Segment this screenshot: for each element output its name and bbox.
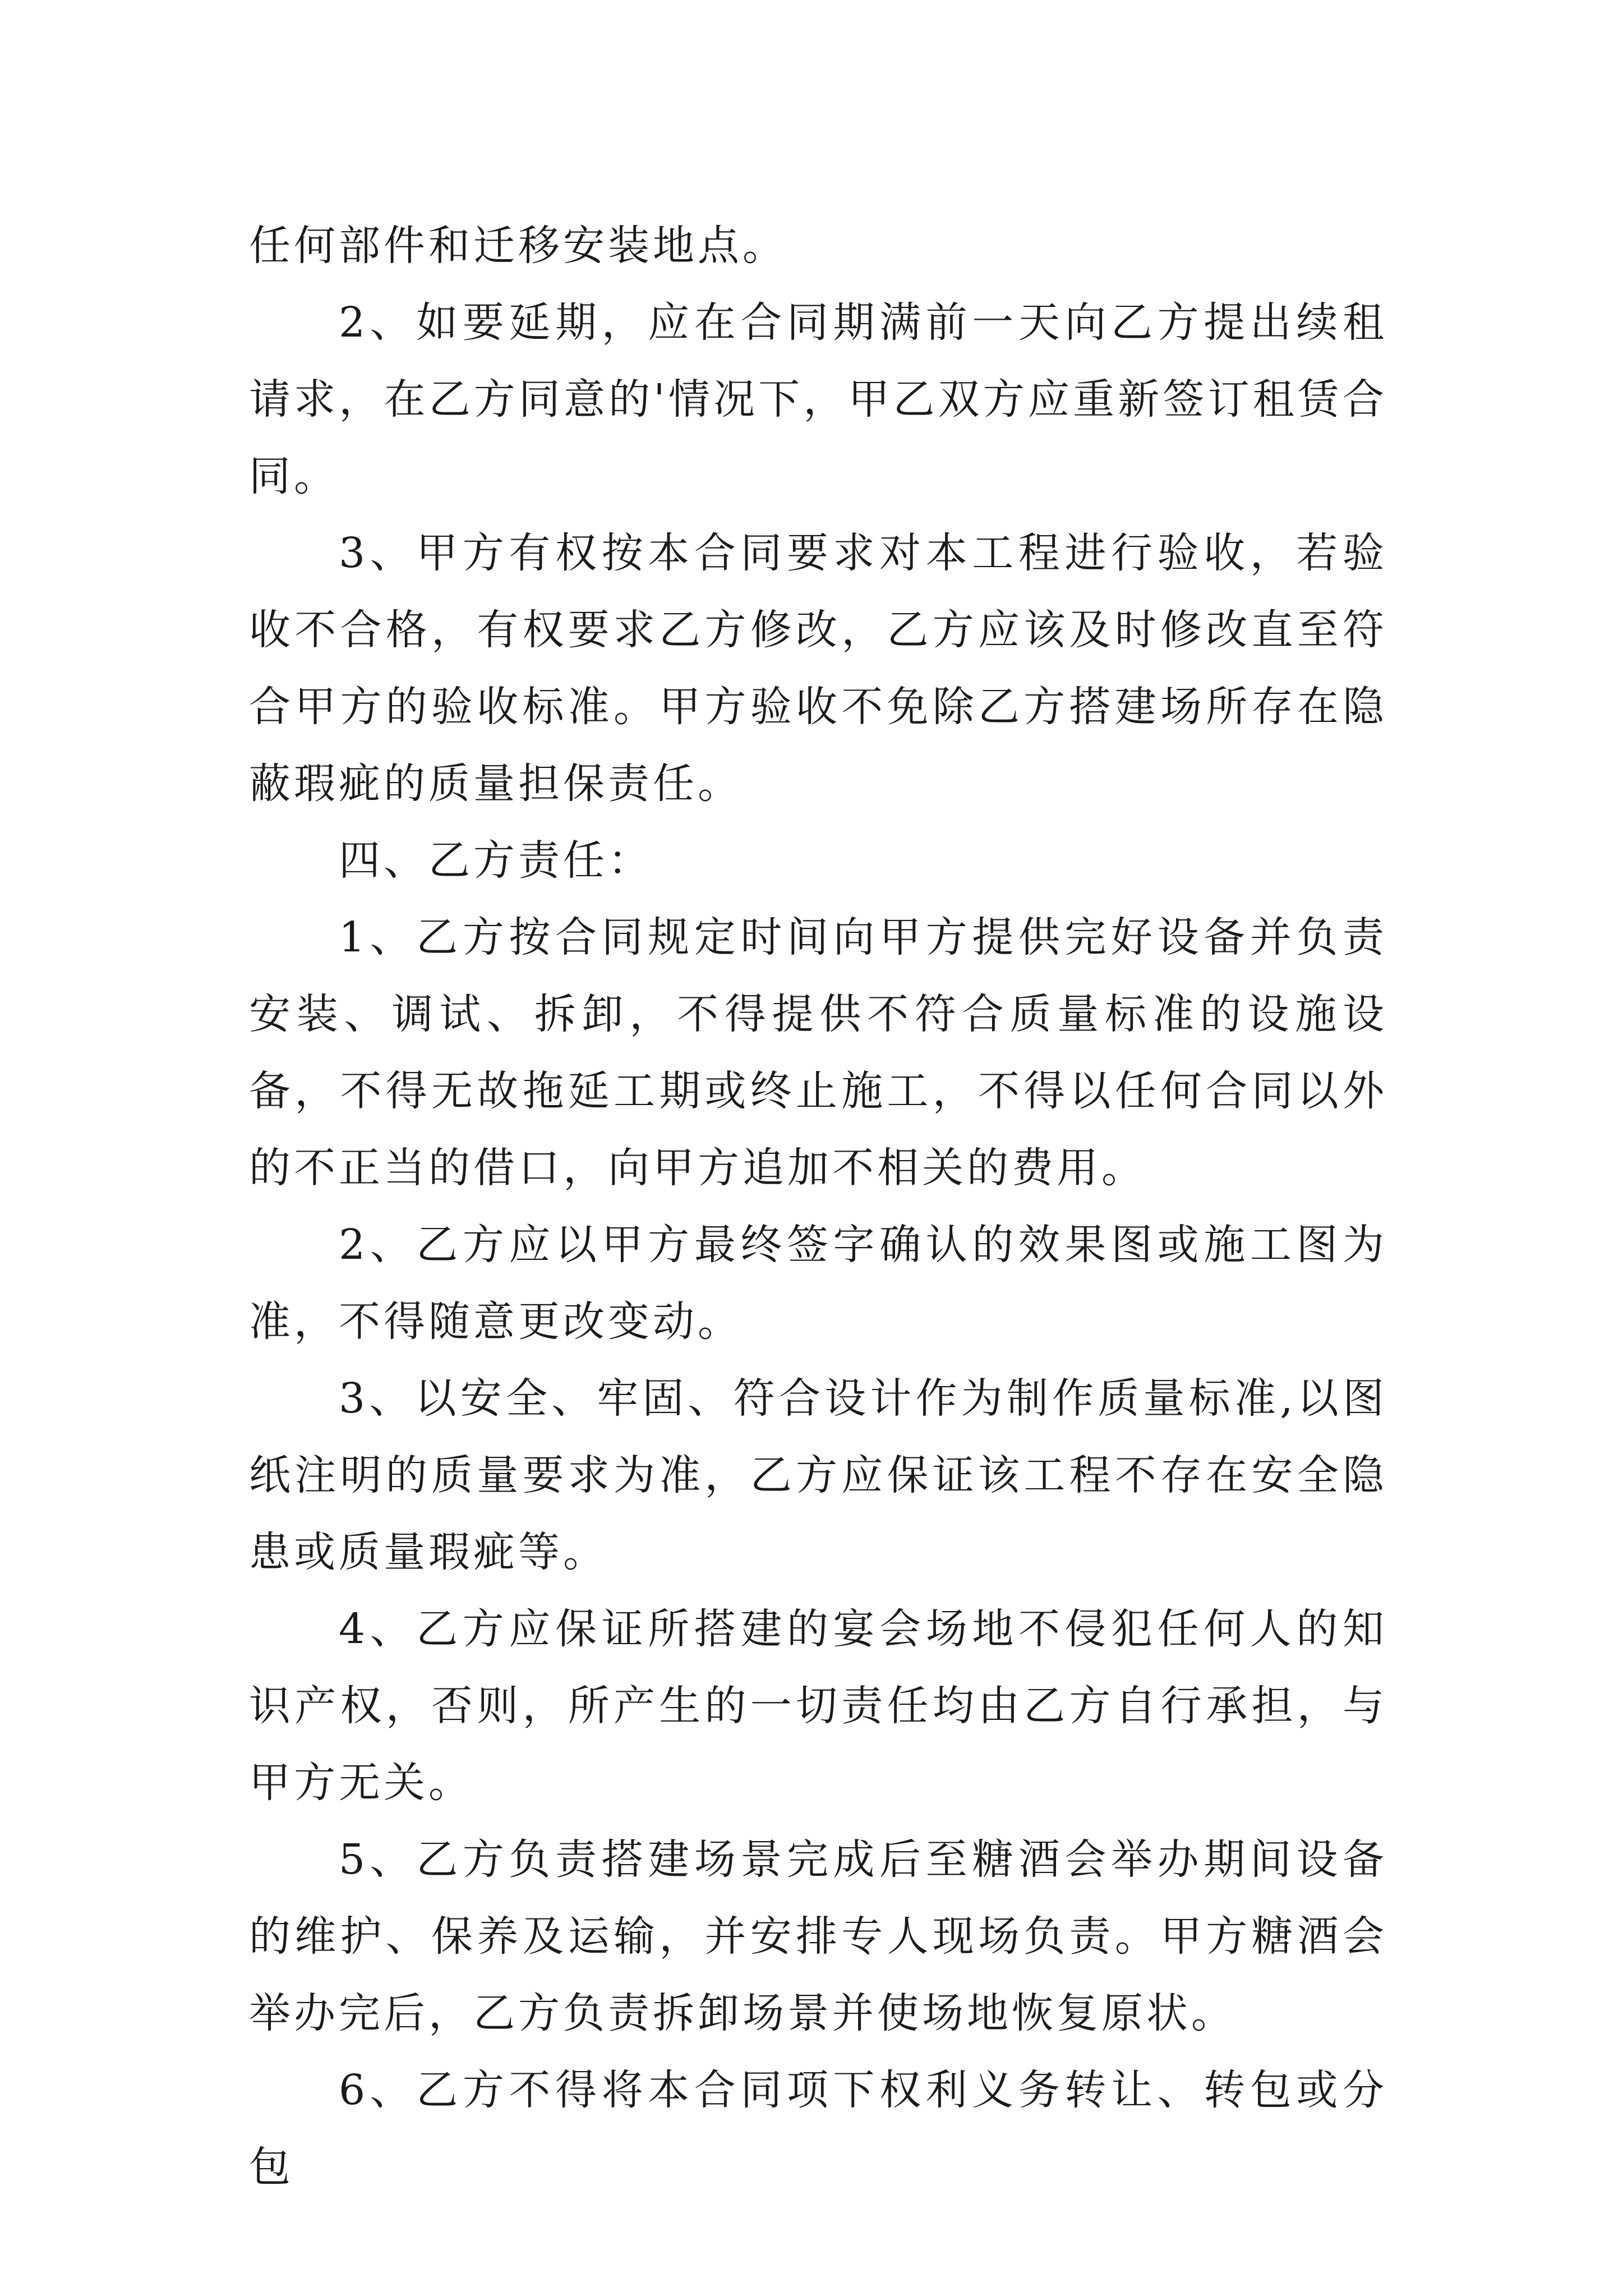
clause-4-2-drawings: 2、乙方应以甲方最终签字确认的效果图或施工图为准，不得随意更改变动。 <box>249 1221 1387 1346</box>
clause-4-6-transfer: 6、乙方不得将本合同项下权利义务转让、转包或分包 <box>249 2066 1387 2191</box>
clause-3-3-acceptance: 3、甲方有权按本合同要求对本工程进行验收，若验收不合格，有权要求乙方修改，乙方应该及时修改直至符合甲方的验收标准。甲方验收不免除乙方搭建场所存在隐蔽瑕疵的质量担保责任。 <box>249 529 1387 808</box>
section-heading-party-b-duties: 四、乙方责任： <box>339 836 653 885</box>
clause-4-4-ip: 4、乙方应保证所搭建的宴会场地不侵犯任何人的知识产权，否则，所产生的一切责任均由乙方自行承担，与甲方无关。 <box>249 1605 1387 1807</box>
clause-4-1-equipment: 1、乙方按合同规定时间向甲方提供完好设备并负责安装、调试、拆卸，不得提供不符合质量标准的设施设备，不得无故拖延工期或终止施工，不得以任何合同以外的不正当的借口，向甲方追加不相关的费用。 <box>249 913 1387 1192</box>
clause-3-2-extension: 2、如要延期，应在合同期满前一天向乙方提出续租请求，在乙方同意的'情况下，甲乙双方应重新签订租赁合同。 <box>249 298 1387 500</box>
paragraph-continuation: 任何部件和迁移安装地点。 <box>249 222 787 270</box>
clause-4-5-maintenance: 5、乙方负责搭建场景完成后至糖酒会举办期间设备的维护、保养及运输，并安排专人现场负责。甲方糖酒会举办完后，乙方负责拆卸场景并使场地恢复原状。 <box>249 1835 1387 2037</box>
contract-body <box>249 208 1387 2206</box>
clause-4-3-quality: 3、以安全、牢固、符合设计作为制作质量标准,以图纸注明的质量要求为准，乙方应保证该工程不存在安全隐患或质量瑕疵等。 <box>249 1374 1387 1576</box>
